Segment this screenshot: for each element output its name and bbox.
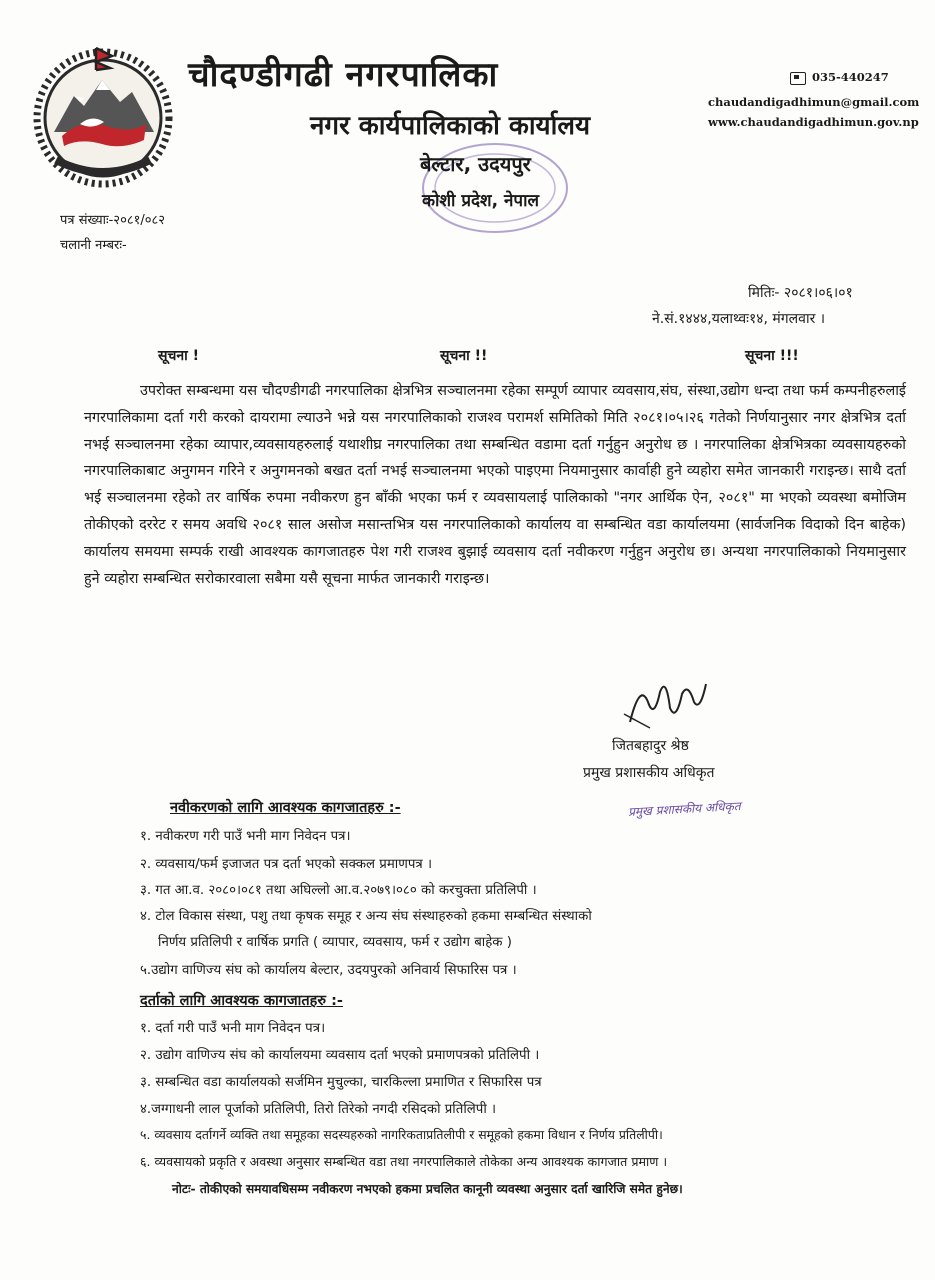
date: मितिः- २०८१।०६।०१ — [748, 285, 853, 301]
notice-heading-3: सूचना !!! — [745, 348, 799, 364]
phone-number: 035-440247 — [790, 70, 889, 85]
renewal-item: १. नवीकरण गरी पाउँ भनी माग निवेदन पत्र। — [140, 829, 351, 844]
registration-item: २. उद्योग वाणिज्य संघ को कार्यालयमा व्यवसाय दर्ता भएको प्रमाणपत्रको प्रतिलिपी । — [140, 1048, 540, 1063]
email-address: chaudandigadhimun@gmail.com — [708, 95, 920, 109]
dispatch-number: चलानी नम्बरः- — [60, 238, 127, 253]
renewal-item: ४. टोल विकास संस्था, पशु तथा कृषक समूह र अन्य संघ संस्थाहरुको हकमा सम्बन्धित संस्थाको — [140, 909, 592, 924]
notice-heading-1: सूचना ! — [158, 348, 200, 364]
signatory-name: जितबहादुर श्रेष्ठ — [612, 738, 689, 754]
renewal-heading: नवीकरणको लागि आवश्यक कागजातहरु :- — [170, 800, 401, 816]
municipality-name: चौदण्डीगढी नगरपालिका — [188, 55, 499, 95]
renewal-item: ३. गत आ.व. २०८०।०८१ तथा अघिल्लो आ.व.२०७९।०८० को करचुक्ता प्रतिलिपी । — [140, 883, 537, 898]
notice-heading-2: सूचना !! — [440, 348, 488, 364]
letter-number: पत्र संख्याः-२०८१/०८२ — [60, 213, 166, 228]
note: नोटः- तोकीएको समयावधिसम्म नवीकरण नभएको हकमा प्रचलित कानूनी व्यवस्था अनुसार दर्ता खारिजि समेत हुनेछ। — [172, 1182, 683, 1196]
phone-icon — [790, 72, 806, 85]
registration-item: ५. व्यवसाय दर्तागर्ने व्यक्ति तथा समूहका सदस्यहरुको नागरिकताप्रतिलीपी र समूहको हकमा विधान र निर्णय प्रतिलीपी। — [140, 1127, 663, 1142]
address-line-2: कोशी प्रदेश, नेपाल — [422, 191, 539, 211]
notice-body: उपरोक्त सम्बन्धमा यस चौदण्डीगढी नगरपालिका क्षेत्रभित्र सञ्चालनमा रहेका सम्पूर्ण व्यापार व्यवसाय,संघ, संस्था,उद्योग धन्दा तथा फर्म कम्पनीहरुलाई नगरपालिकामा दर्ता गरी करको दायरामा ल्याउने भन्ने यस नगरपालिकाको राजश्व परामर्श समितिको मिति २०८१।०५।२६ गतेको निर्णयानुसार नगर क्षेत्रभित्र दर्ता नभई सञ्चालनमा रहेका व्यापार,व्यवसायहरुलाई यथाशीघ्र नगरपालिका तथा सम्बन्धित वडामा दर्ता गर्नुहुन अनुरोध छ । नगरपालिका क्षेत्रभित्रका व्यवसायहरुको नगरपालिकाबाट अनुगमन गरिने र अनुगमनको बखत दर्ता नभई सञ्चालनमा भएको पाइएमा नियमानुसार कार्वाही हुने व्यहोरा समेत जानकारी गराइन्छ। साथै दर्ता भई सञ्चालनमा रहेको तर वार्षिक रुपमा नवीकरण हुन बाँकी भएका फर्म र व्यवसायलाई पालिकाको "नगर आर्थिक ऐन, २०८१" मा भएको व्यवस्था बमोजिम तोकीएको दररेट र समय अवधि २०८१ साल असोज मसान्तभित्र यस नगरपालिकाको कार्यालय वा सम्बन्धित वडा कार्यालयमा (सार्वजनिक विदाको दिन बाहेक) कार्यालय समयमा सम्पर्क राखी आवश्यक कागजातहरु पेश गरी राजश्व बुझाई व्यवसाय दर्ता नवीकरण गर्नुहुन अनुरोध छ। अन्यथा नगरपालिकाको नियमानुसार हुने व्यहोरा सम्बन्धित सरोकारवाला सबैमा यसै सूचना मार्फत जानकारी गराइन्छ। — [84, 383, 906, 587]
signature — [610, 672, 720, 732]
registration-heading: दर्ताको लागि आवश्यक कागजातहरु :- — [140, 993, 343, 1009]
signatory-title: प्रमुख प्रशासकीय अधिकृत — [583, 765, 715, 781]
nepal-sambat-date: ने.सं.१४४४,यलाथ्वः१४, मंगलवार । — [652, 311, 826, 327]
registration-item: १. दर्ता गरी पाउँ भनी माग निवेदन पत्र। — [140, 1021, 326, 1036]
renewal-item: ५.उद्योग वाणिज्य संघ को कार्यालय बेल्टार, उदयपुरको अनिवार्य सिफारिस पत्र । — [140, 963, 517, 978]
website-url: www.chaudandigadhimun.gov.np — [708, 115, 919, 129]
nepal-emblem — [22, 40, 184, 190]
office-name: नगर कार्यपालिकाको कार्यालय — [310, 111, 591, 141]
renewal-item-continued: निर्णय प्रतिलिपी र वार्षिक प्रगति ( व्यापार, व्यवसाय, फर्म र उद्योग बाहेक ) — [158, 935, 512, 950]
registration-item: ४.जग्गाधनी लाल पूर्जाको प्रतिलिपी, तिरो तिरेको नगदी रसिदको प्रतिलिपी । — [140, 1102, 497, 1117]
registration-item: ३. सम्बन्धित वडा कार्यालयको सर्जमिन मुचुल्का, चारकिल्ला प्रमाणित र सिफारिस पत्र — [140, 1075, 542, 1090]
signatory-stamp: प्रमुख प्रशासकीय अधिकृत — [627, 799, 741, 819]
address-line-1: बेल्टार, उदयपुर — [420, 152, 531, 176]
registration-item: ६. व्यवसायको प्रकृति र अवस्था अनुसार सम्बन्धित वडा तथा नगरपालिकाले तोकेका अन्य आवश्यक कागजात प्रमाण । — [140, 1154, 668, 1169]
renewal-item: २. व्यवसाय/फर्म इजाजत पत्र दर्ता भएको सक्कल प्रमाणपत्र । — [140, 857, 433, 872]
